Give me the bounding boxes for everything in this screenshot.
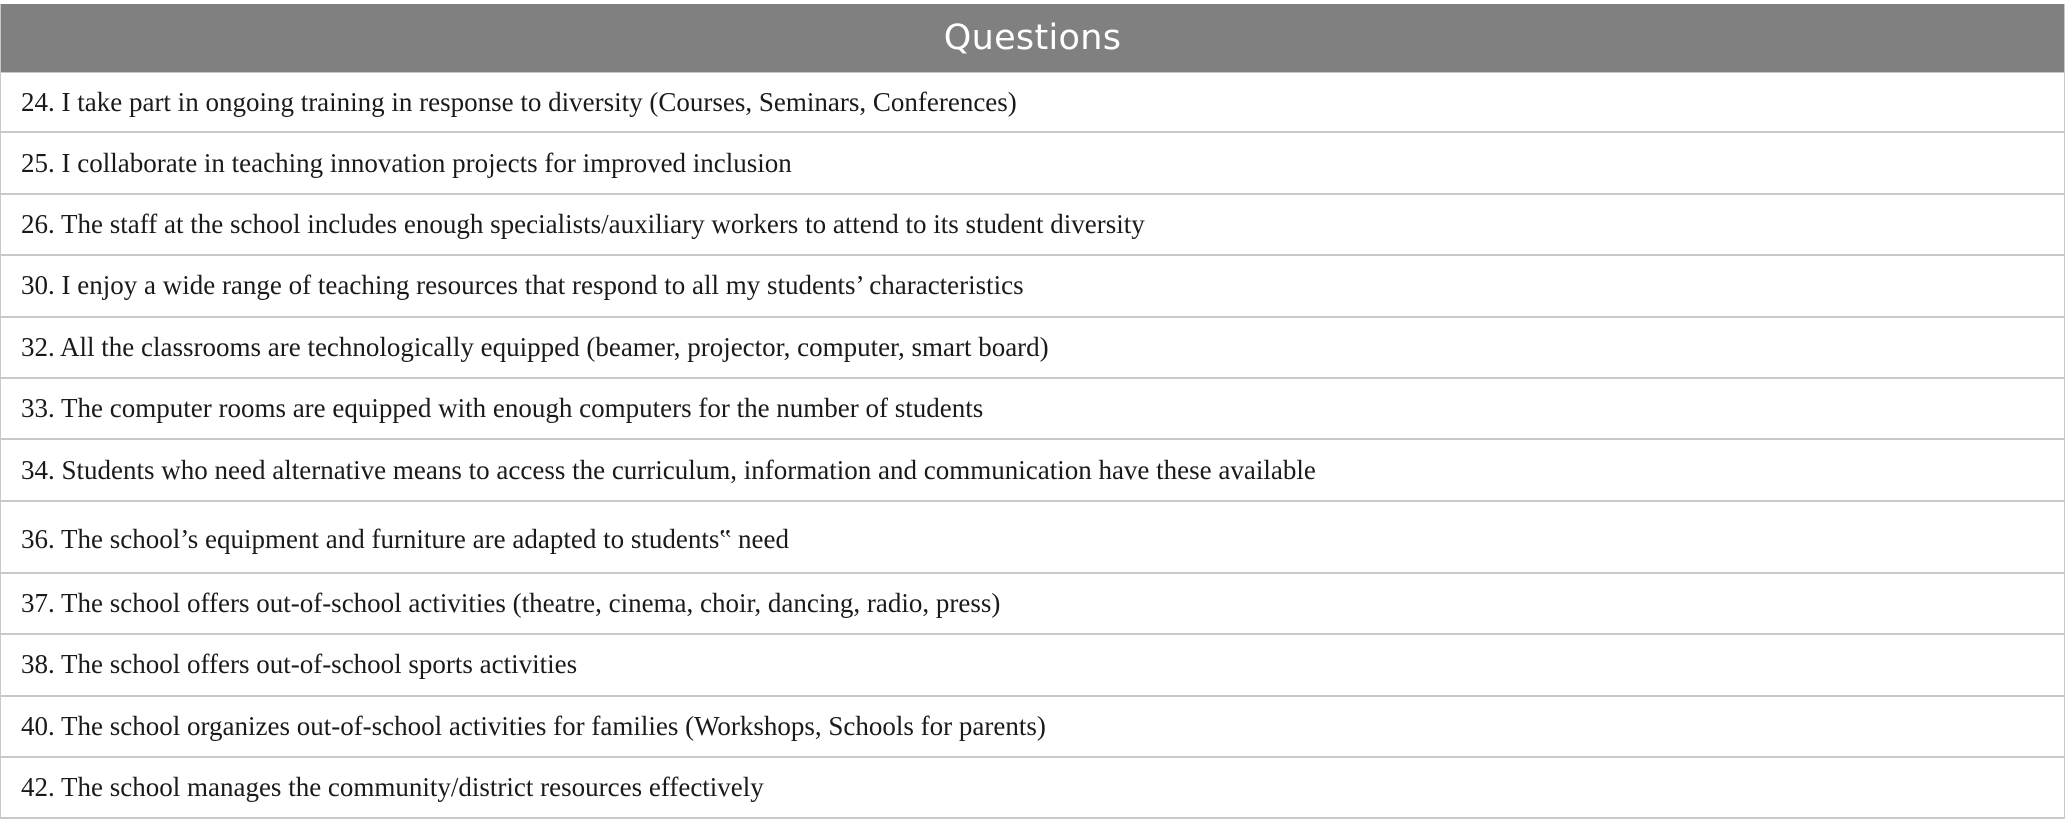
- table-row: 37. The school offers out-of-school activities (theatre, cinema, choir, dancing, radio, press): [1, 574, 2064, 635]
- table-row: 25. I collaborate in teaching innovation projects for improved inclusion: [1, 133, 2064, 194]
- table-row: 38. The school offers out-of-school sports activities: [1, 635, 2064, 696]
- table-row: 24. I take part in ongoing training in response to diversity (Courses, Seminars, Conferences): [1, 72, 2064, 133]
- table-row: 42. The school manages the community/district resources effectively: [1, 758, 2064, 819]
- table-row: 40. The school organizes out-of-school activities for families (Workshops, Schools for parents): [1, 697, 2064, 758]
- table-row: 36. The school’s equipment and furniture are adapted to students‟ need: [1, 502, 2064, 574]
- table-row: 32. All the classrooms are technologically equipped (beamer, projector, computer, smart board): [1, 318, 2064, 379]
- questions-table: [0, 4, 2065, 819]
- table-row: 34. Students who need alternative means to access the curriculum, information and communication have these available: [1, 440, 2064, 501]
- table-row: 30. I enjoy a wide range of teaching resources that respond to all my students’ characteristics: [1, 256, 2064, 317]
- table-row: 33. The computer rooms are equipped with enough computers for the number of students: [1, 379, 2064, 440]
- table-header: Questions: [1, 4, 2064, 72]
- table-row: 26. The staff at the school includes enough specialists/auxiliary workers to attend to its student diversity: [1, 195, 2064, 256]
- table-body: [1, 72, 2064, 819]
